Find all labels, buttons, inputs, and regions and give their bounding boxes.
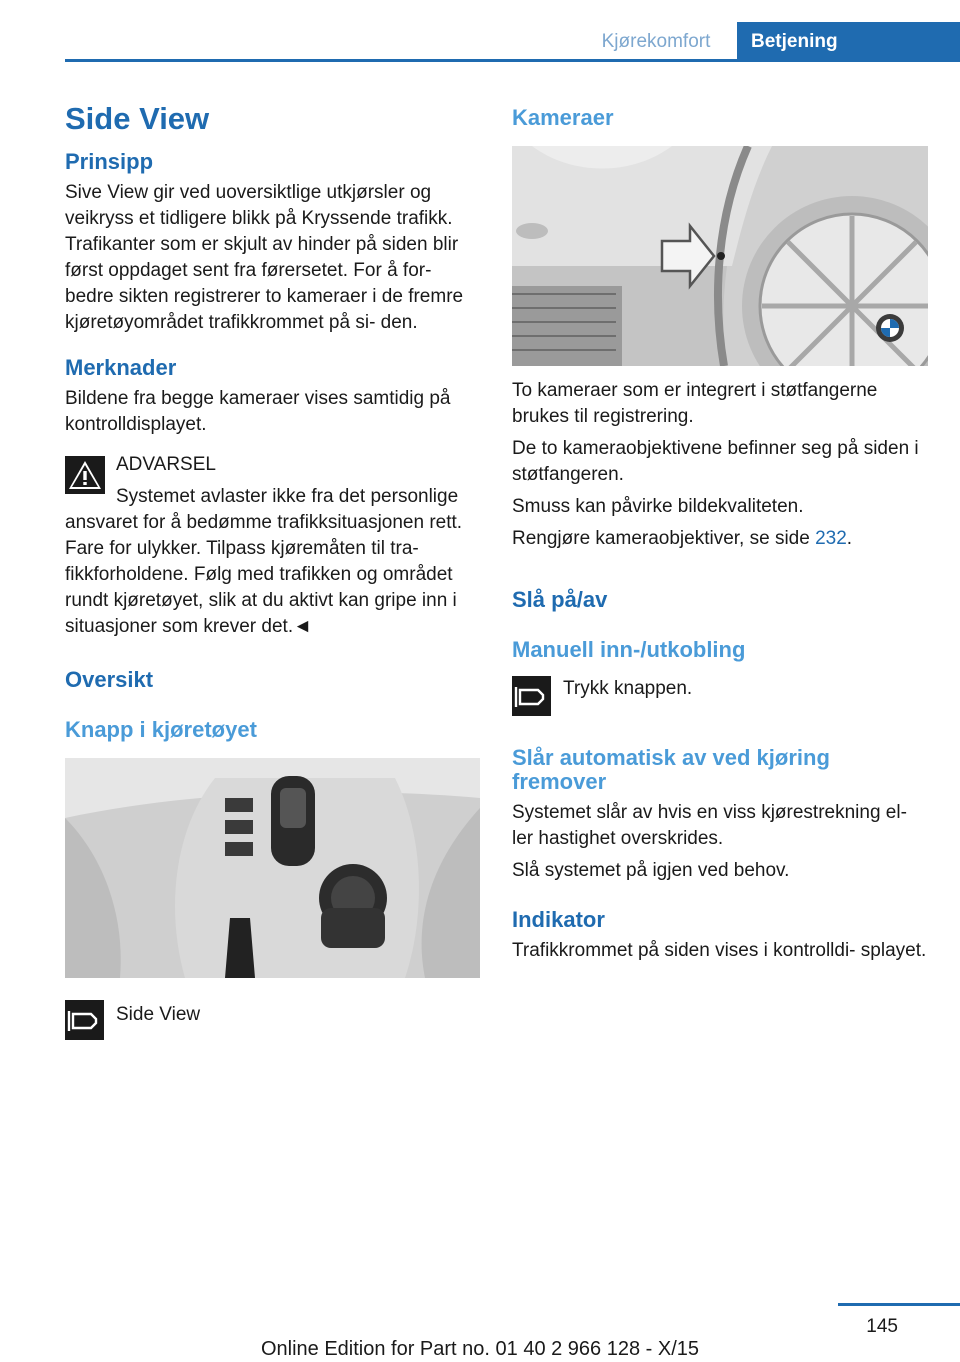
warning-block [65,452,480,640]
warning-icon [65,456,105,494]
knapp-heading: Knapp i kjøretøyet [65,717,257,742]
prinsipp-text: Sive View gir ved uoversiktlige utkjørsler og veikryss et tidligere blikk på Kryssende trafikk. Trafikanter som er skjult av hinder på siden blir først oppdaget sent fra førersetet. For å for- bedre sikten registrerer to kameraer i de fremre kjøretøyområdet trafikkrommet på si- den. [65,182,464,333]
auto-text-2: Slå systemet på igjen ved behov. [512,860,790,881]
manual-button-row [512,676,930,716]
header-section-tab[interactable]: Kjørekomfort [601,31,711,52]
right-column [512,104,930,964]
auto-heading: Slår automatisk av ved kjøring fremover [512,745,830,794]
indikator-heading: Indikator [512,907,605,932]
warning-title: ADVARSEL [116,454,216,475]
side-view-camera-icon-2[interactable] [512,676,551,716]
page-title: Side View [65,101,210,136]
bumper-photo [512,146,928,366]
warning-text-rest: ansvaret for å bedømme trafikksituasjonen rett. Fare for ulykker. Tilpass kjøremåten til tra- fikkforholdene. Følg med trafikken og området rundt kjøretøyet, slik at du aktivt kan gripe inn i situasjoner som krever det.◄ [65,512,463,637]
side-view-camera-icon[interactable] [65,1000,104,1040]
page-reference-link[interactable]: 232 [815,528,847,549]
page-header [0,0,960,62]
prinsipp-heading: Prinsipp [65,149,154,174]
manuell-text: Trykk knappen. [563,678,693,699]
side-view-button-row [65,1000,480,1040]
auto-text-1: Systemet slår av hvis en viss kjørestrekning el- ler hastighet overskrides. [512,802,907,849]
manuell-heading: Manuell inn-/utkobling [512,637,746,662]
warning-text-first: Systemet avlaster ikke fra det personlige [116,486,459,507]
kameraer-text-2: De to kameraobjektivene befinner seg på siden i støtfangeren. [512,438,919,485]
oversikt-heading: Oversikt [65,667,154,692]
kameraer-text-1: To kameraer som er integrert i støtfangerne brukes til registrering. [512,380,878,427]
slaa-heading: Slå på/av [512,587,608,612]
kameraer-text-4 [512,526,930,552]
indikator-text: Trafikkrommet på siden vises i kontrolldi- splayet. [512,940,927,961]
kameraer-heading: Kameraer [512,105,614,130]
header-rule [65,59,960,62]
left-column [65,100,480,1040]
kameraer-text-4-prefix: Rengjøre kameraobjektiver, se side [512,528,816,549]
kameraer-text-4-suffix: . [846,528,853,549]
merknader-heading: Merknader [65,355,177,380]
footer-rule [838,1303,960,1306]
edition-line: Online Edition for Part no. 01 40 2 966 128 - X/15 [260,1338,700,1360]
merknader-text: Bildene fra begge kameraer vises samtidig på kontrolldisplayet. [65,388,451,435]
console-photo [65,758,480,978]
page-number: 145 [866,1316,898,1337]
side-view-button-label: Side View [116,1004,201,1025]
kameraer-text-3: Smuss kan påvirke bildekvaliteten. [512,496,804,517]
header-current-tab[interactable]: Betjening [737,22,960,62]
